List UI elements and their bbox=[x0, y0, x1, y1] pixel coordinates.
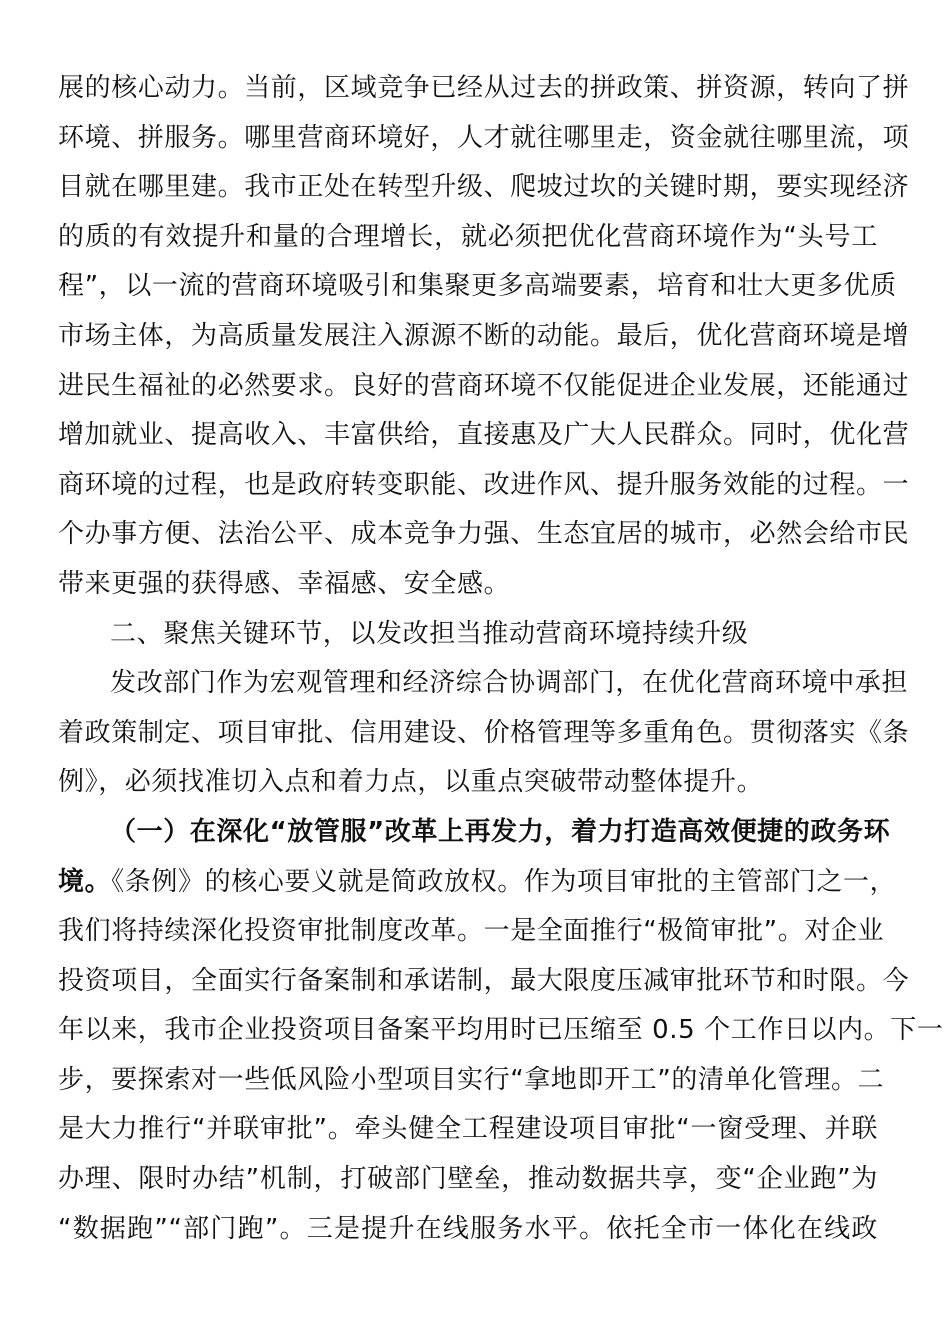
text-line: 例》，必须找准切入点和着力点，以重点突破带动整体提升。 bbox=[58, 767, 764, 798]
text-line: 着政策制定、项目审批、信用建设、价格管理等多重角色。贯彻落实《条 bbox=[58, 717, 910, 748]
text-line: 环境、拼服务。哪里营商环境好，人才就往哪里走，资金就往哪里流，项 bbox=[58, 122, 910, 153]
text-line: 是大力推行“并联审批”。牵头健全工程建设项目审批“一窗受理、并联 bbox=[58, 1114, 878, 1145]
text-line: 我们将持续深化投资审批制度改革。一是全面推行“极简审批”。对企业 bbox=[58, 916, 885, 947]
text-line: 年以来，我市企业投资项目备案平均用时已压缩至 0.5 个工作日以内。下一 bbox=[58, 1015, 944, 1046]
text-line: 步，要探索对一些低风险小型项目实行“拿地即开工”的清单化管理。二 bbox=[58, 1064, 885, 1095]
text-line: 市场主体，为高质量发展注入源源不断的动能。最后，优化营商环境是增 bbox=[58, 320, 910, 351]
text-line: 带来更强的获得感、幸福感、安全感。 bbox=[58, 568, 511, 599]
text-line bbox=[58, 858, 897, 908]
text-line: 商环境的过程，也是政府转变职能、改进作风、提升服务效能的过程。一 bbox=[58, 469, 910, 500]
section-heading: 二、聚焦关键环节，以发改担当推动营商环境持续升级 bbox=[110, 618, 749, 649]
subsection-heading-end: 境。 bbox=[58, 866, 112, 897]
subsection-heading: （一）在深化“放管服”改革上再发力，着力打造高效便捷的政务环 bbox=[110, 816, 891, 847]
text-line: 发改部门作为宏观管理和经济综合协调部门，在优化营商环境中承担 bbox=[110, 668, 909, 699]
text-line: 程”，以一流的营商环境吸引和集聚更多高端要素，培育和壮大更多优质 bbox=[58, 271, 897, 302]
text-line: 进民生福祉的必然要求。良好的营商环境不仅能促进企业发展，还能通过 bbox=[58, 370, 910, 401]
text-line: 增加就业、提高收入、丰富供给，直接惠及广大人民群众。同时，优化营 bbox=[58, 420, 910, 451]
text-line-rest: 《条例》的核心要义就是简政放权。作为项目审批的主管部门之一， bbox=[111, 866, 897, 897]
text-line: “数据跑”“部门跑”。三是提升在线服务水平。依托全市一体化在线政 bbox=[58, 1213, 878, 1244]
text-line: 办理、限时办结”机制，打破部门壁垒，推动数据共享，变“企业跑”为 bbox=[58, 1164, 878, 1195]
text-line: 的质的有效提升和量的合理增长，就必须把优化营商环境作为“头号工 bbox=[58, 221, 878, 252]
text-line: 目就在哪里建。我市正处在转型升级、爬坡过坎的关键时期，要实现经济 bbox=[58, 172, 910, 203]
text-line: 个办事方便、法治公平、成本竞争力强、生态宜居的城市，必然会给市民 bbox=[58, 519, 910, 550]
document-body bbox=[58, 64, 944, 1254]
text-line: 投资项目，全面实行备案制和承诺制，最大限度压减审批环节和时限。今 bbox=[58, 965, 910, 996]
text-line: 展的核心动力。当前，区域竞争已经从过去的拼政策、拼资源，转向了拼 bbox=[58, 73, 910, 103]
